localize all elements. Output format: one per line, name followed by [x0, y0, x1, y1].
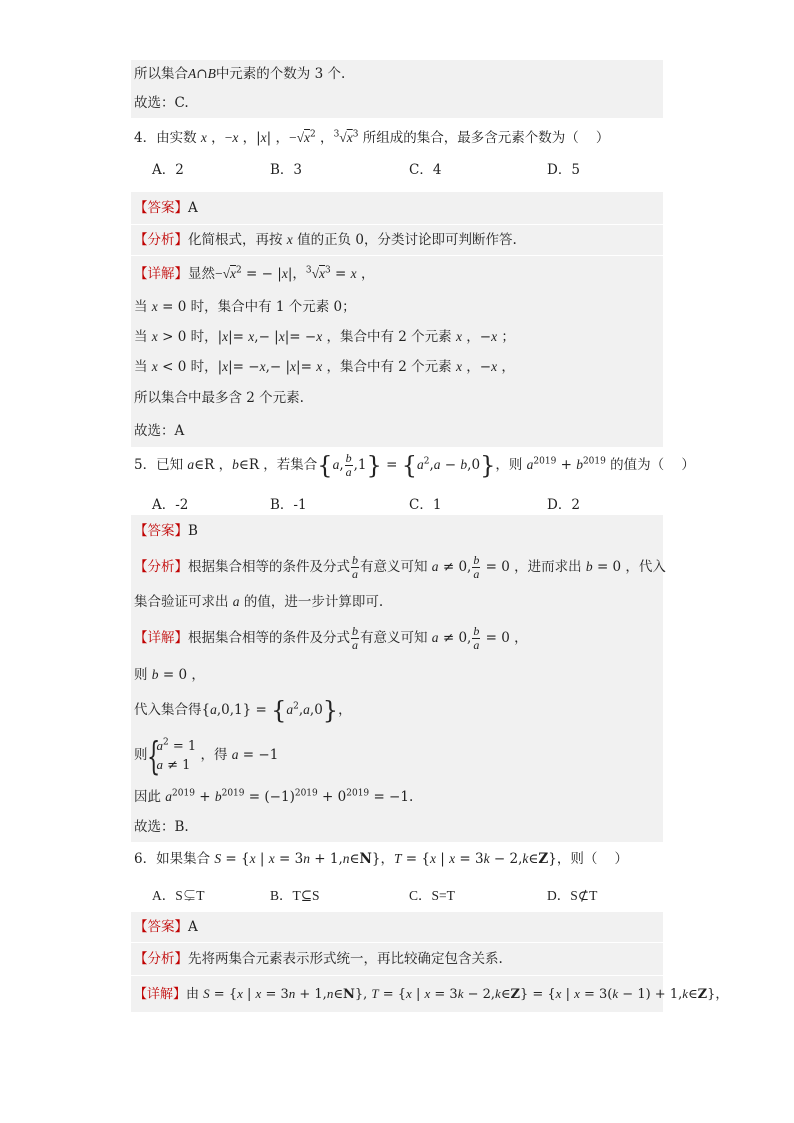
- q4-case-positive: 当 x > 0 时，|x|= x,− |x|= −x ，集合中有 2 个元素 x ，−x ；: [131, 322, 663, 352]
- q6-options: [131, 876, 663, 912]
- q4-case-zero: 当 x = 0 时，集合中有 1 个元素 0；: [131, 292, 663, 322]
- q4-answer: 【答案】A: [131, 192, 663, 224]
- q5-step-system: 则 { $a^2 = 1$ a ≠ 1 ，得 a = −1: [131, 729, 663, 781]
- q5-step-substitute: 代入集合得$\{a,0,1\} = \{a^2,a,0\}$，: [131, 691, 663, 729]
- q6-stem: 6．如果集合 S = {x | x = 3n + 1,n∈N}，T = {x | x = 3k − 2,k∈Z}，则（ ）: [134, 851, 628, 867]
- q4-option-b: B．3: [270, 162, 303, 178]
- q5-step-b: 则 b = 0 ，: [131, 659, 663, 691]
- q5-option-a: A．-2: [152, 497, 189, 513]
- prev-conclusion: 所以集合A∩B中元素的个数为 3 个.: [131, 60, 663, 88]
- q4-case-negative: 当 x < 0 时，|x|= −x,− |x|= x ，集合中有 2 个元素 x ，−x ，: [131, 352, 663, 382]
- q4-choice: 故选：A: [131, 415, 663, 447]
- q6-answer: 【答案】A: [131, 912, 663, 942]
- q5-choice: 故选：B.: [131, 813, 663, 842]
- q4-options: [131, 160, 663, 192]
- q5-stem: 5．已知 a∈R ，b∈R ，若集合{a, $\frac{b}{a}$ $,1\} = \{a^2,a - b,0\}$，则 $a^{2019} + b^{2019}$ 的值为（ ）: [134, 451, 695, 480]
- q6-option-a: A．S⊊T: [152, 888, 205, 903]
- q5-step-result: 因此 $a^{2019} + b^{2019} = (-1)^{2019} + 0^{2019} = -1$.: [131, 781, 663, 813]
- q5-option-c: C．1: [409, 497, 442, 513]
- q5-option-d: D．2: [547, 497, 580, 513]
- q5-detail: 【详解】根据集合相等的条件及分式 $\frac{b}{a}$ 有意义可知 a ≠ 0, $\frac{b}{a}$ = 0 ，: [131, 617, 663, 659]
- q5-analysis-cont: 集合验证可求出 a 的值，进一步计算即可.: [131, 587, 663, 617]
- document-body: [131, 60, 729, 1012]
- q5-options: [131, 483, 663, 515]
- q4-conclusion: 所以集合中最多含 2 个元素.: [131, 382, 663, 415]
- q6-option-c: C．S=T: [409, 888, 455, 903]
- q4-analysis: 【分析】化简根式，再按 x 值的正负 0，分类讨论即可判断作答.: [131, 225, 663, 255]
- q5-option-b: B．-1: [270, 497, 307, 513]
- q4-option-a: A．2: [152, 162, 184, 178]
- q5-answer: 【答案】B: [131, 515, 663, 547]
- q4-detail: 【详解】显然$-√x^2$ = − |x|，$^3√x^3 = x$ ，: [131, 256, 663, 292]
- q4-option-c: C．4: [409, 162, 442, 178]
- q6-detail: 【详解】由 S = {x | x = 3n + 1,n∈N}, T = {x | x = 3k − 2,k∈Z} = {x | x = 3(k − 1) + 1,k∈Z}，: [131, 976, 663, 1012]
- q6-option-b: B．T⊆S: [270, 888, 320, 903]
- q6-option-d: D．S⊄T: [547, 888, 598, 903]
- q5-analysis: 【分析】根据集合相等的条件及分式 $\frac{b}{a}$ 有意义可知 a ≠ 0, $\frac{b}{a}$ = 0 ，进而求出 b = 0 ，代入: [131, 547, 663, 587]
- q4-stem: 4．由实数 x ，−x ，|x| ，$-√x^2$ ，$^3√x^3$ 所组成的集合，最多含元素个数为（ ）: [134, 129, 610, 146]
- prev-choice: 故选：C.: [131, 88, 663, 118]
- q6-analysis: 【分析】先将两集合元素表示形式统一，再比较确定包含关系.: [131, 943, 663, 975]
- q4-option-d: D．5: [547, 162, 580, 178]
